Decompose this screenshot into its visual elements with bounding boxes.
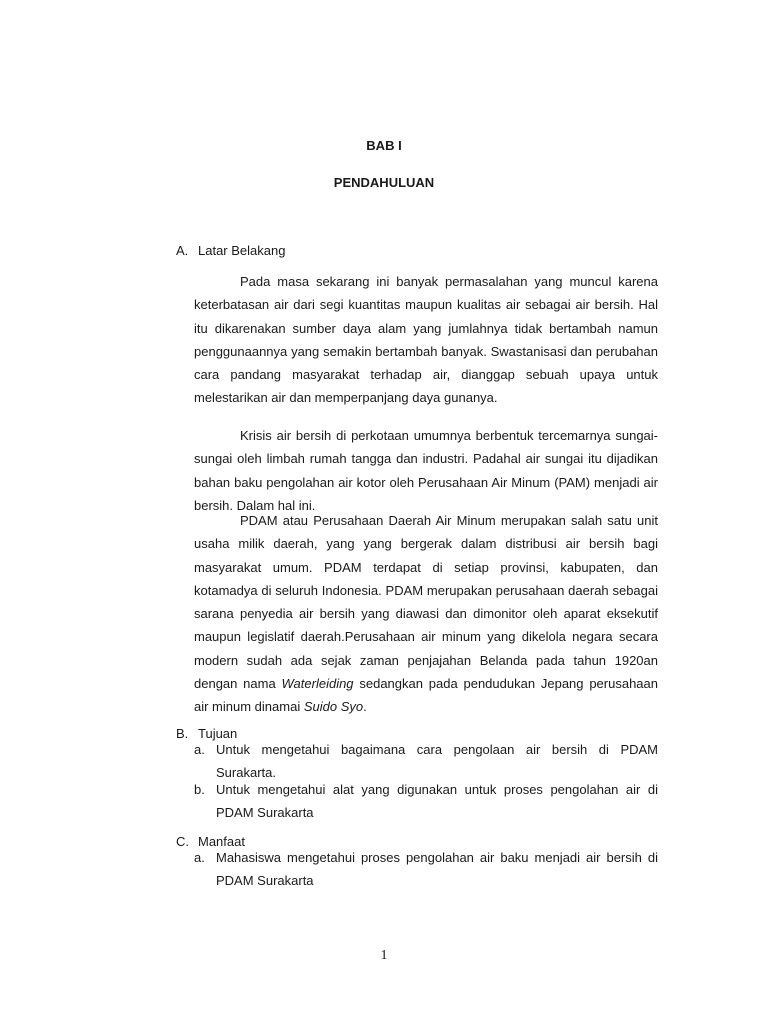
list-text: Mahasiswa mengetahui proses pengolahan air baku menjadi air bersih di PDAM Surakarta: [216, 850, 658, 888]
list-marker: a.: [194, 742, 205, 757]
paragraph-2: [194, 424, 658, 517]
section-label: C.: [176, 834, 189, 849]
paragraph-text: Pada masa sekarang ini banyak permasalahan yang muncul karena keterbatasan air dari segi kuantitas maupun kualitas air sebagai air bersih. Hal itu dikarenakan sumber daya alam yang jumlahnya tidak bertambah namun penggunaannya yang semakin bertambah banyak. Swastanisasi dan perubahan cara pandang masyarakat terhadap air, dianggap sebuah upaya untuk melestarikan air dan memperpanjang daya gunanya.: [194, 274, 658, 406]
list-marker: a.: [194, 850, 205, 865]
paragraph-text: PDAM atau Perusahaan Daerah Air Minum merupakan salah satu unit usaha milik daerah, yang yang bergerak dalam distribusi air bersih bagi masyarakat umum. PDAM terdapat di setiap provinsi, kabupaten, dan kotamadya di seluruh Indonesia. PDAM merupakan perusahaan daerah sebagai sarana penyedia air bersih yang diawasi dan dimonitor oleh aparat eksekutif maupun legislatif daerah.Perusahaan air minum yang dikelola negara secara modern sudah ada sejak zaman penjajahan Belanda pada tahun 1920an dengan nama: [194, 513, 658, 692]
paragraph-3: [194, 509, 658, 719]
section-title: Latar Belakang: [198, 243, 286, 258]
list-text: Untuk mengetahui alat yang digunakan untuk proses pengolahan air di PDAM Surakarta: [216, 782, 658, 820]
section-title: Manfaat: [198, 834, 245, 849]
chapter-number: BAB I: [366, 138, 402, 153]
chapter-title: PENDAHULUAN: [333, 175, 435, 190]
paragraph-text: .: [363, 699, 367, 715]
italic-term: Waterleiding: [281, 676, 354, 692]
italic-term: Suido Syo: [303, 699, 364, 715]
paragraph-text: Krisis air bersih di perkotaan umumnya berbentuk tercemarnya sungai-sungai oleh limbah rumah tangga dan industri. Padahal air sungai itu dijadikan bahan baku pengolahan air kotor oleh Perusahaan Air Minum (PAM) menjadi air bersih. Dalam hal ini.: [194, 428, 658, 513]
section-label: A.: [176, 243, 189, 258]
list-item: [194, 778, 658, 824]
list-item: [194, 846, 658, 892]
section-title: Tujuan: [198, 726, 238, 741]
paragraph-text: sedangkan pada pendudukan Jepang perusahaan air minum dinamai: [194, 676, 658, 715]
section-a-heading: [176, 243, 285, 258]
paragraph-1: [194, 270, 658, 410]
page-number: 1: [380, 948, 388, 963]
section-label: B.: [176, 726, 189, 741]
list-text: Untuk mengetahui bagaimana cara pengolaan air bersih di PDAM Surakarta.: [216, 742, 658, 780]
list-marker: b.: [194, 782, 205, 797]
